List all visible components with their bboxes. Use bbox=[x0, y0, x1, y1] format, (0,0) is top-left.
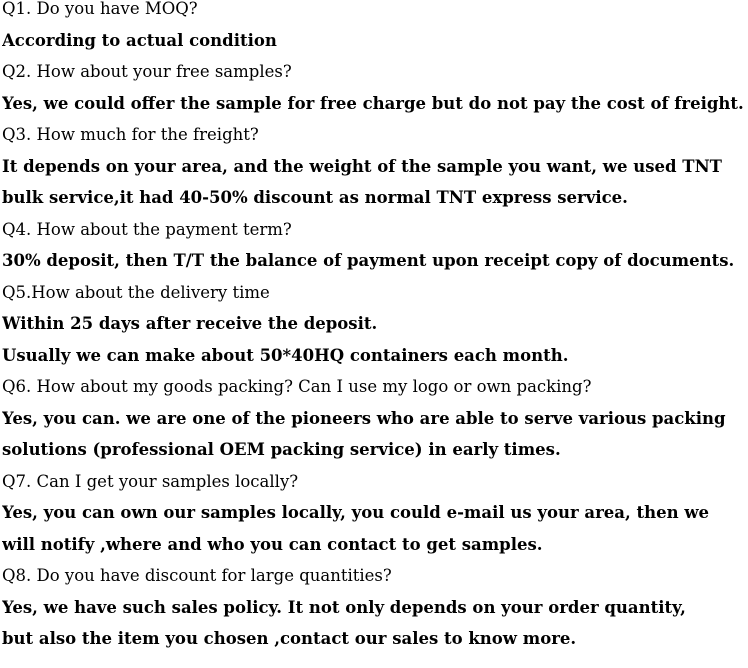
answer-q4: 30% deposit, then T/T the balance of payment upon receipt copy of documents. bbox=[2, 251, 735, 270]
answer-q6-line-2: solutions (professional OEM packing service) in early times. bbox=[2, 440, 561, 459]
answer-q8-line-2: but also the item you chosen ,contact our sales to know more. bbox=[2, 629, 577, 648]
answer-q7-line-2: will notify ,where and who you can contact to get samples. bbox=[2, 534, 543, 554]
answer-q7-line-1: Yes, you can own our samples locally, you could e-mail us your area, then we bbox=[2, 503, 710, 522]
question-q3: Q3. How much for the freight? bbox=[2, 125, 259, 144]
answer-q5-line-1: Within 25 days after receive the deposit. bbox=[2, 314, 378, 333]
question-q5: Q5.How about the delivery time bbox=[2, 282, 270, 302]
answer-q2: Yes, we could offer the sample for free charge but do not pay the cost of freight. bbox=[2, 93, 744, 113]
question-q7: Q7. Can I get your samples locally? bbox=[2, 471, 299, 491]
answer-q3-line-1: It depends on your area, and the weight of the sample you want, we used TNT bbox=[2, 156, 722, 176]
question-q6: Q6. How about my goods packing? Can I use my logo or own packing? bbox=[2, 377, 592, 396]
question-q4: Q4. How about the payment term? bbox=[2, 219, 292, 239]
answer-q1: According to actual condition bbox=[2, 30, 277, 50]
answer-q3-line-2: bulk service,it had 40-50% discount as normal TNT express service. bbox=[2, 188, 628, 207]
question-q2: Q2. How about your free samples? bbox=[2, 62, 292, 81]
question-q1: Q1. Do you have MOQ? bbox=[2, 0, 198, 18]
answer-q6-line-1: Yes, you can. we are one of the pioneers who are able to serve various packing bbox=[2, 408, 726, 428]
answer-q5-line-2: Usually we can make about 50*40HQ containers each month. bbox=[2, 345, 569, 365]
answer-q8-line-1: Yes, we have such sales policy. It not only depends on your order quantity, bbox=[2, 597, 686, 617]
question-q8: Q8. Do you have discount for large quantities? bbox=[2, 566, 392, 585]
faq-document bbox=[2, 0, 746, 655]
